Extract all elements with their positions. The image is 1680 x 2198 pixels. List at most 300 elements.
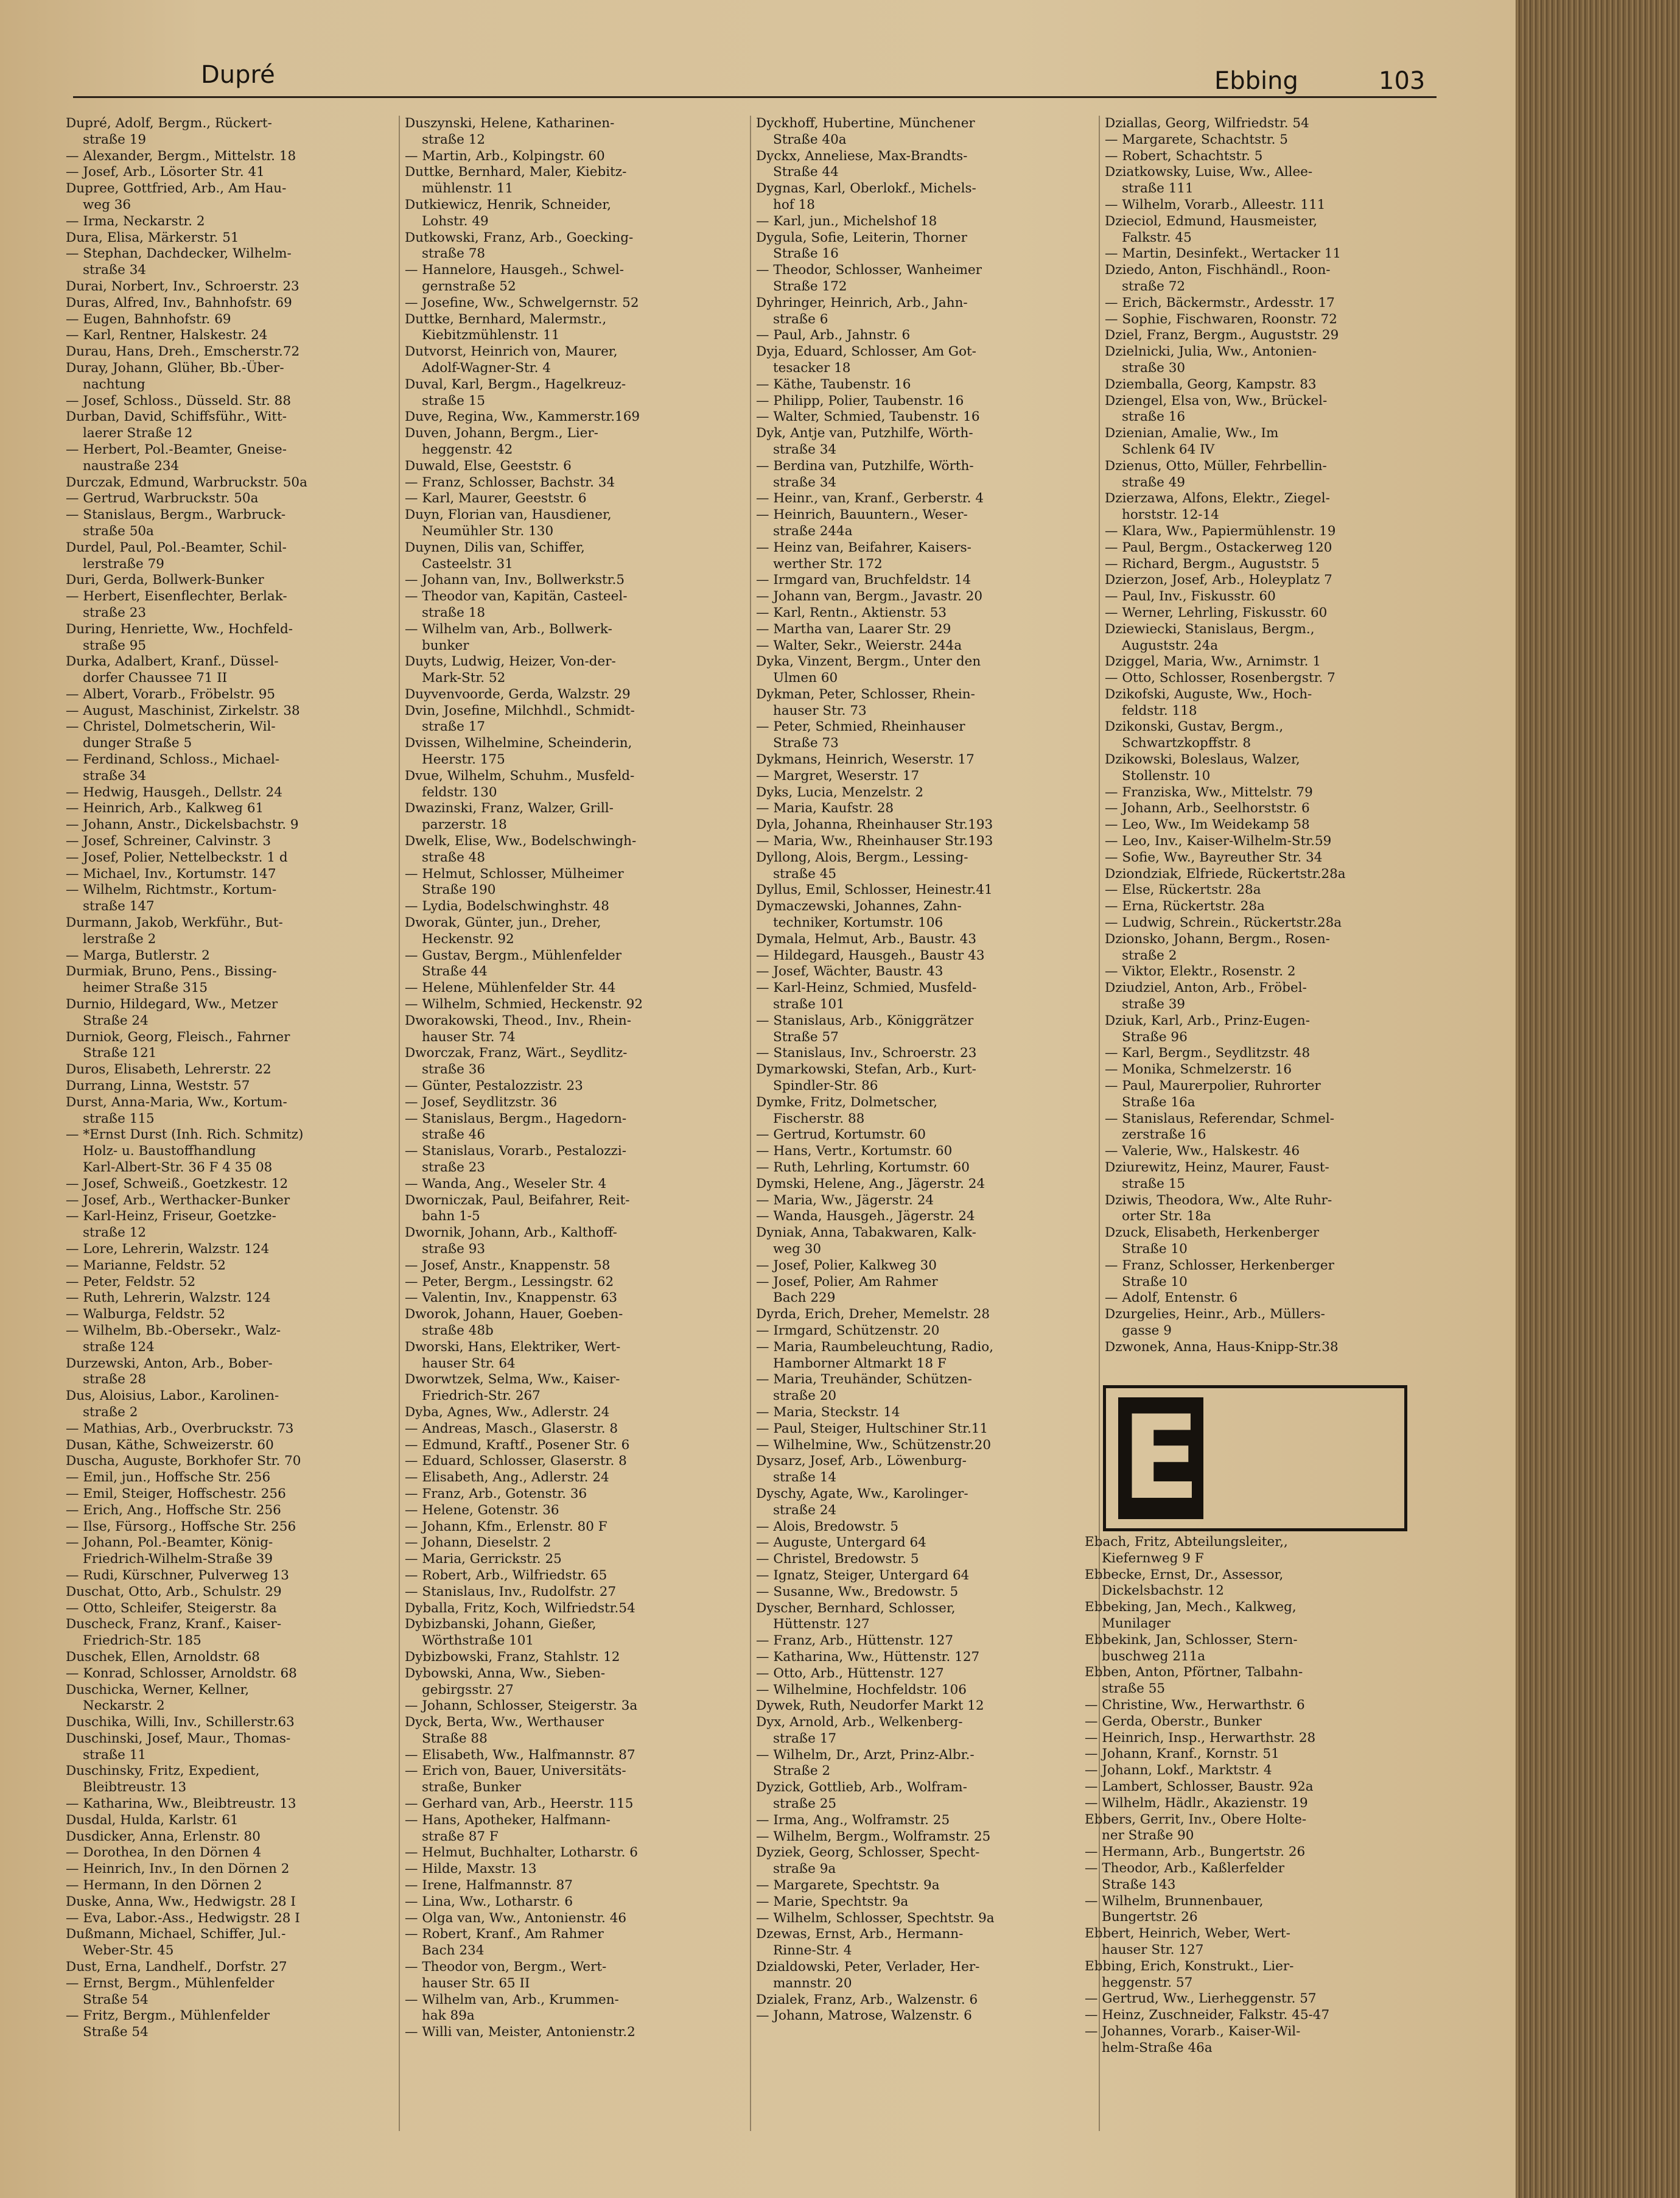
directory-entry-line: — Heinrich, Inv., In den Dörnen 2 [66,1861,290,1877]
entry-continuation-line: hauser Str. 74 [422,1029,516,1045]
directory-entry-line: — Klara, Ww., Papiermühlenstr. 19 [1105,523,1336,539]
directory-entry-line: — Fritz, Bergm., Mühlenfelder [66,2008,270,2024]
entry-continuation-line: orter Str. 18a [1122,1209,1211,1224]
directory-entry-line: — Stanislaus, Bergm., Hagedorn- [405,1111,627,1126]
directory-entry-line: — Johann, Pol.-Beamter, König- [66,1535,273,1551]
directory-entry-line: — Rudi, Kürschner, Pulverweg 13 [66,1567,289,1583]
directory-entry-line: — Franziska, Ww., Mittelstr. 79 [1105,784,1313,800]
directory-entry-line: — Gustav, Bergm., Mühlenfelder [405,947,622,963]
book-page-edges [1516,0,1680,2198]
directory-entry-line: Dzikowski, Boleslaus, Walzer, [1105,752,1300,768]
directory-entry-line: Durczak, Edmund, Warbruckstr. 50a [66,474,307,490]
entry-continuation-line: straße 36 [422,1062,486,1078]
directory-entry-line: — Karl, Bergm., Seydlitzstr. 48 [1105,1045,1311,1061]
entry-continuation-line: Dickelsbachstr. 12 [1102,1583,1224,1599]
directory-entry-line: Durmann, Jakob, Werkführ., But- [66,915,283,931]
entry-continuation-line: straße 46 [422,1127,486,1143]
directory-entry-line: — Josef, Polier, Kalkweg 30 [756,1257,937,1273]
directory-entry-line: — Katharina, Ww., Bleibtreustr. 13 [66,1796,296,1812]
directory-entry-line: Dybowski, Anna, Ww., Sieben- [405,1665,606,1681]
entry-continuation-line: tesacker 18 [773,360,851,376]
directory-entry-line: — Hans, Vertr., Kortumstr. 60 [756,1143,953,1159]
directory-entry-line: Dykmans, Heinrich, Weserstr. 17 [756,752,975,768]
entry-continuation-line: Bach 229 [773,1290,836,1306]
directory-entry-line: Duynen, Dilis van, Schiffer, [405,539,585,555]
directory-entry-line: Dyk, Antje van, Putzhilfe, Wörth- [756,426,973,441]
directory-entry-line: — Emil, jun., Hoffsche Str. 256 [66,1470,271,1486]
directory-entry-line: — Berdina van, Putzhilfe, Wörth- [756,458,974,474]
entry-continuation-line: ner Straße 90 [1102,1828,1194,1844]
directory-column-3 [756,116,1094,2024]
directory-entry-line: Dykman, Peter, Schlosser, Rhein- [756,686,975,702]
entry-continuation-line: techniker, Kortumstr. 106 [773,915,943,931]
entry-continuation-line: straße 28 [83,1372,147,1388]
directory-entry-line: — Gerda, Oberstr., Bunker [1085,1713,1262,1729]
directory-entry-line: — Irma, Ang., Wolframstr. 25 [756,1812,950,1828]
directory-entry-line: — Stephan, Dachdecker, Wilhelm- [66,246,292,262]
directory-entry-line: — Hilde, Maxstr. 13 [405,1861,537,1877]
directory-entry-line: Dzikofski, Auguste, Ww., Hoch- [1105,686,1312,702]
entry-continuation-line: straße 101 [773,997,845,1013]
entry-continuation-line: straße 12 [422,132,486,147]
directory-entry-line: — Johann, Schlosser, Steigerstr. 3a [405,1698,638,1714]
entry-continuation-line: heggenstr. 42 [422,441,513,457]
directory-entry-line: Dzwonek, Anna, Haus-Knipp-Str.38 [1105,1339,1339,1355]
entry-continuation-line: Straße 73 [773,736,839,751]
directory-entry-line: — Christel, Bredowstr. 5 [756,1551,919,1567]
entry-continuation-line: Straße 88 [422,1730,488,1746]
entry-continuation-line: straße 95 [83,637,147,653]
entry-continuation-line: feldstr. 118 [1122,703,1197,718]
directory-entry-line: — Auguste, Untergard 64 [756,1535,926,1551]
entry-continuation-line: bahn 1-5 [422,1209,480,1224]
entry-continuation-line: straße 93 [422,1241,486,1257]
directory-entry-line: — Ruth, Lehrerin, Walzstr. 124 [66,1290,271,1306]
directory-entry-line: Durst, Anna-Maria, Ww., Kortum- [66,1094,287,1110]
entry-continuation-line: heggenstr. 57 [1102,1975,1193,1990]
directory-entry-line: — Heinrich, Bauuntern., Weser- [756,507,968,523]
directory-entry-line: Dziondziak, Elfriede, Rückertstr.28a [1105,866,1346,882]
entry-continuation-line: Bungertstr. 26 [1102,1909,1198,1925]
entry-continuation-line: Neumühler Str. 130 [422,523,554,539]
directory-entry-line: Dvin, Josefine, Milchhdl., Schmidt- [405,703,635,718]
directory-entry-line: Duven, Johann, Bergm., Lier- [405,426,598,441]
directory-entry-line: — Otto, Schleifer, Steigerstr. 8a [66,1600,277,1616]
directory-entry-line: — Josef, Polier, Nettelbeckstr. 1 d [66,849,288,865]
directory-entry-line: Duschek, Ellen, Arnoldstr. 68 [66,1649,260,1665]
directory-entry-line: Dußmann, Michael, Schiffer, Jul.- [66,1926,286,1942]
directory-entry-line: — Willi van, Meister, Antonienstr.2 [405,2024,635,2040]
directory-entry-line: — Ilse, Fürsorg., Hoffsche Str. 256 [66,1519,296,1534]
directory-entry-line: Ebach, Fritz, Abteilungsleiter,, [1085,1534,1288,1550]
directory-entry-line: — Paul, Inv., Fiskusstr. 60 [1105,589,1276,605]
directory-entry-line: — Eva, Labor.-Ass., Hedwigstr. 28 I [66,1910,300,1926]
directory-entry-line: — Emil, Steiger, Hoffschestr. 256 [66,1486,286,1501]
entry-continuation-line: Weber-Str. 45 [83,1943,174,1959]
directory-entry-line: — Johann, Matrose, Walzenstr. 6 [756,2008,972,2024]
entry-continuation-line: straße 2 [83,1404,138,1420]
directory-entry-line: — Wilhelm, Vorarb., Alleestr. 111 [1105,197,1326,212]
entry-continuation-line: straße 14 [773,1470,837,1486]
directory-entry-line: — Stanislaus, Bergm., Warbruck- [66,507,286,523]
entry-continuation-line: straße 34 [83,262,147,278]
section-letter-box [1103,1385,1407,1531]
directory-entry-line: Dziewiecki, Stanislaus, Bergm., [1105,621,1315,637]
directory-entry-line: — Theodor von, Bergm., Wert- [405,1959,607,1975]
directory-entry-line: — Karl-Heinz, Schmied, Musfeld- [756,980,977,996]
entry-continuation-line: Kiefernweg 9 F [1102,1550,1204,1566]
directory-entry-line: — Paul, Steiger, Hultschiner Str.11 [756,1420,989,1436]
directory-entry-line: — Wilhelm, Hädlr., Akazienstr. 19 [1085,1795,1308,1811]
directory-entry-line: Dzienus, Otto, Müller, Fehrbellin- [1105,458,1327,474]
directory-entry-line: Duve, Regina, Ww., Kammerstr.169 [405,409,640,425]
entry-continuation-line: Friedrich-Wilhelm-Straße 39 [83,1551,273,1567]
entry-continuation-line: Hüttenstr. 127 [773,1617,870,1632]
directory-entry-line: Dyja, Eduard, Schlosser, Am Got- [756,344,976,360]
entry-continuation-line: feldstr. 130 [422,784,497,800]
entry-continuation-line: Straße 57 [773,1029,839,1045]
directory-entry-line: Duttke, Bernhard, Maler, Kiebitz- [405,164,627,180]
directory-entry-line: Dus, Aloisius, Labor., Karolinen- [66,1388,279,1404]
directory-entry-line: — Josef, Wächter, Baustr. 43 [756,964,943,980]
entry-continuation-line: straße 48 [422,849,486,865]
directory-entry-line: Dutkowski, Franz, Arb., Goecking- [405,230,634,245]
directory-column-1 [66,116,404,2041]
directory-entry-line: — Margret, Weserstr. 17 [756,768,920,784]
directory-entry-line: — Josef, Schloss., Düsseld. Str. 88 [66,393,292,409]
entry-continuation-line: Mark-Str. 52 [422,670,506,686]
entry-continuation-line: straße 34 [773,474,837,490]
directory-entry-line: — Josef, Schreiner, Calvinstr. 3 [66,834,271,849]
directory-entry-line: — Erna, Rückertstr. 28a [1105,899,1265,915]
entry-continuation-line: straße 45 [773,866,837,882]
entry-continuation-line: Friedrich-Str. 185 [83,1633,201,1649]
directory-entry-line: Dyckx, Anneliese, Max-Brandts- [756,148,968,164]
directory-entry-line: Durau, Hans, Dreh., Emscherstr.72 [66,344,300,360]
entry-continuation-line: hauser Str. 64 [422,1355,516,1371]
directory-entry-line: Dzialek, Franz, Arb., Walzenstr. 6 [756,1992,978,2007]
directory-entry-line: — Wilhelm van, Arb., Krummen- [405,1992,619,2007]
entry-continuation-line: horststr. 12-14 [1122,507,1219,523]
directory-entry-line: Durrang, Linna, Weststr. 57 [66,1078,250,1094]
directory-entry-line: Dvissen, Wilhelmine, Scheinderin, [405,736,632,751]
entry-continuation-line: Ulmen 60 [773,670,838,686]
directory-entry-line: Ebben, Anton, Pförtner, Talbahn- [1085,1665,1303,1680]
entry-continuation-line: straße 17 [422,719,486,735]
directory-entry-line: Dziwis, Theodora, Ww., Alte Ruhr- [1105,1192,1332,1208]
directory-entry-line: Durmiak, Bruno, Pens., Bissing- [66,964,277,980]
directory-entry-line: Dwelk, Elise, Ww., Bodelschwingh- [405,834,637,849]
entry-continuation-line: zerstraße 16 [1122,1127,1206,1143]
entry-continuation-line: straße 244a [773,523,853,539]
directory-entry-line: — Stanislaus, Referendar, Schmel- [1105,1111,1334,1126]
entry-continuation-line: Casteelstr. 31 [422,556,513,572]
directory-entry-line: Dworski, Hans, Elektriker, Wert- [405,1339,621,1355]
directory-entry-line: — Wilhelmine, Ww., Schützenstr.20 [756,1437,991,1453]
entry-continuation-line: Schlenk 64 IV [1122,441,1215,457]
directory-entry-line: — Irene, Halfmannstr. 87 [405,1878,573,1894]
entry-continuation-line: werther Str. 172 [773,556,883,572]
directory-entry-line: During, Henriette, Ww., Hochfeld- [66,621,293,637]
entry-continuation-line: lerstraße 79 [83,556,164,572]
directory-entry-line: Dwornik, Johann, Arb., Kalthoff- [405,1225,617,1241]
directory-entry-line: Dwazinski, Franz, Walzer, Grill- [405,801,614,816]
directory-entry-line: — Stanislaus, Arb., Königgrätzer [756,1013,974,1028]
directory-entry-line: — Dorothea, In den Dörnen 4 [66,1845,262,1861]
directory-entry-line: — Stanislaus, Vorarb., Pestalozzi- [405,1143,626,1159]
directory-entry-line: Duyn, Florian van, Hausdiener, [405,507,612,523]
entry-continuation-line: Straße 24 [83,1013,149,1028]
entry-continuation-line: straße, Bunker [422,1780,522,1796]
directory-entry-line: — Josef, Seydlitzstr. 36 [405,1094,558,1110]
entry-continuation-line: Rinne-Str. 4 [773,1943,852,1959]
directory-entry-line: — Richard, Bergm., Auguststr. 5 [1105,556,1320,572]
directory-entry-line: — Ludwig, Schrein., Rückertstr.28a [1105,915,1342,931]
directory-entry-line: — Eduard, Schlosser, Glaserstr. 8 [405,1453,627,1469]
entry-continuation-line: Straße 172 [773,278,847,294]
directory-entry-line: Dyba, Agnes, Ww., Adlerstr. 24 [405,1404,610,1420]
directory-entry-line: — Werner, Lehrling, Fiskusstr. 60 [1105,605,1328,620]
directory-entry-line: — Konrad, Schlosser, Arnoldstr. 68 [66,1665,297,1681]
directory-entry-line: — Alexander, Bergm., Mittelstr. 18 [66,148,296,164]
directory-entry-line: — Elisabeth, Ang., Adlerstr. 24 [405,1470,609,1486]
directory-entry-line: — Ernst, Bergm., Mühlenfelder [66,1975,275,1991]
entry-continuation-line: straße 23 [422,1160,486,1175]
entry-continuation-line: Straße 54 [83,2024,149,2040]
directory-entry-line: — Hildegard, Hausgeh., Baustr 43 [756,947,985,963]
entry-continuation-line: mannstr. 20 [773,1975,852,1991]
directory-column-4-continued [1085,1534,1441,2057]
directory-entry-line: Dziemballa, Georg, Kampstr. 83 [1105,376,1317,392]
directory-entry-line: Dutvorst, Heinrich von, Maurer, [405,344,618,360]
directory-entry-line: — Franz, Schlosser, Bachstr. 34 [405,474,615,490]
directory-column-2 [405,116,743,2041]
directory-entry-line: — Monika, Schmelzerstr. 16 [1105,1062,1292,1078]
entry-continuation-line: straße 34 [773,441,837,457]
directory-entry-line: Dymke, Fritz, Dolmetscher, [756,1094,938,1110]
directory-entry-line: — Christel, Dolmetscherin, Wil- [66,719,276,735]
directory-entry-line: Duray, Johann, Glüher, Bb.-Über- [66,360,284,376]
entry-continuation-line: Bach 234 [422,1943,485,1959]
entry-continuation-line: straße 6 [773,311,828,327]
column-divider [750,116,751,2131]
directory-entry-line: Dzionsko, Johann, Bergm., Rosen- [1105,931,1330,947]
directory-entry-line: — Johann, Anstr., Dickelsbachstr. 9 [66,817,299,833]
entry-continuation-line: straße 39 [1122,997,1186,1013]
directory-entry-line: — Maria, Raumbeleuchtung, Radio, [756,1339,994,1355]
directory-entry-line: Dzierzawa, Alfons, Elektr., Ziegel- [1105,491,1330,507]
directory-entry-line: — Ignatz, Steiger, Untergard 64 [756,1567,970,1583]
directory-entry-line: — Valentin, Inv., Knappenstr. 63 [405,1290,618,1306]
directory-entry-line: — Käthe, Taubenstr. 16 [756,376,911,392]
directory-entry-line: — Peter, Schmied, Rheinhauser [756,719,965,735]
directory-entry-line: — Helmut, Schlosser, Mülheimer [405,866,624,882]
directory-entry-line: — Gertrud, Kortumstr. 60 [756,1127,926,1143]
directory-entry-line: — Adolf, Entenstr. 6 [1105,1290,1237,1306]
directory-entry-line: Duschika, Willi, Inv., Schillerstr.63 [66,1715,295,1730]
directory-entry-line: — Herbert, Pol.-Beamter, Gneise- [66,441,287,457]
directory-entry-line: Dyckhoff, Hubertine, Münchener [756,116,975,131]
directory-entry-line: — Maria, Kaufstr. 28 [756,801,894,816]
directory-entry-line: Dzielnicki, Julia, Ww., Antonien- [1105,344,1317,360]
directory-entry-line: Dyllong, Alois, Bergm., Lessing- [756,849,968,865]
entry-continuation-line: naustraße 234 [83,458,180,474]
entry-continuation-line: Holz- u. Baustoffhandlung [83,1143,256,1159]
directory-entry-line: — Albert, Vorarb., Fröbelstr. 95 [66,686,276,702]
directory-entry-line: — Margarete, Schachtstr. 5 [1105,132,1288,147]
directory-entry-line: Dywek, Ruth, Neudorfer Markt 12 [756,1698,984,1714]
directory-entry-line: Duscheck, Franz, Kranf., Kaiser- [66,1617,282,1632]
directory-entry-line: Durban, David, Schiffsführ., Witt- [66,409,287,425]
directory-entry-line: Dyck, Berta, Ww., Werthauser [405,1715,604,1730]
directory-entry-line: — Marie, Spechtstr. 9a [756,1894,909,1909]
entry-continuation-line: Heerstr. 175 [422,752,505,768]
directory-entry-line: Duyts, Ludwig, Heizer, Von-der- [405,654,616,670]
entry-continuation-line: Neckarstr. 2 [83,1698,165,1714]
directory-entry-line: — Michael, Inv., Kortumstr. 147 [66,866,276,882]
entry-continuation-line: dorfer Chaussee 71 II [83,670,228,686]
directory-entry-line: Dziggel, Maria, Ww., Arnimstr. 1 [1105,654,1321,670]
directory-entry-line: — Josef, Polier, Am Rahmer [756,1274,938,1290]
directory-entry-line: — Josef, Schweiß., Goetzkestr. 12 [66,1176,289,1192]
entry-continuation-line: straße 147 [83,899,155,915]
directory-entry-line: Dworok, Johann, Hauer, Goeben- [405,1307,623,1322]
entry-continuation-line: Straße 143 [1102,1877,1176,1892]
entry-continuation-line: Adolf-Wagner-Str. 4 [422,360,551,376]
directory-entry-line: Ebbing, Erich, Konstrukt., Lier- [1085,1958,1294,1974]
entry-continuation-line: lerstraße 2 [83,931,156,947]
directory-entry-line: — Wanda, Hausgeh., Jägerstr. 24 [756,1209,975,1224]
directory-entry-line: — Wilhelm, Brunnenbauer, [1085,1893,1264,1909]
directory-entry-line: — Hedwig, Hausgeh., Dellstr. 24 [66,784,282,800]
directory-entry-line: Dzieciol, Edmund, Hausmeister, [1105,213,1318,229]
directory-entry-line: — Maria, Gerrickstr. 25 [405,1551,562,1567]
directory-entry-line: — Martin, Arb., Kolpingstr. 60 [405,148,605,164]
directory-entry-line: Dygnas, Karl, Oberlokf., Michels- [756,181,976,197]
directory-entry-line: Dyballa, Fritz, Koch, Wilfriedstr.54 [405,1600,635,1616]
directory-entry-line: Duszynski, Helene, Katharinen- [405,116,615,131]
directory-entry-line: — Johann, Dieselstr. 2 [405,1535,551,1551]
directory-entry-line: — Irmgard van, Bruchfeldstr. 14 [756,572,971,588]
entry-continuation-line: straße 25 [773,1796,837,1812]
directory-entry-line: Dworwtzek, Selma, Ww., Kaiser- [405,1372,620,1388]
directory-entry-line: — Maria, Treuhänder, Schützen- [756,1372,972,1388]
directory-entry-line: — Wilhelmine, Hochfeldstr. 106 [756,1682,967,1698]
directory-entry-line: Dyka, Vinzent, Bergm., Unter den [756,654,981,670]
directory-entry-line: — Karl, Rentner, Halskestr. 24 [66,328,268,343]
directory-entry-line: Dziallas, Georg, Wilfriedstr. 54 [1105,116,1309,131]
entry-continuation-line: Straße 40a [773,132,847,147]
entry-continuation-line: Lohstr. 49 [422,213,489,229]
directory-entry-line: — Martin, Desinfekt., Wertacker 11 [1105,246,1342,262]
directory-entry-line: Ebbecke, Ernst, Dr., Assessor, [1085,1567,1284,1582]
directory-entry-line: — Karl, Maurer, Geeststr. 6 [405,491,587,507]
directory-entry-line: — Marianne, Feldstr. 52 [66,1257,226,1273]
directory-entry-line: — Robert, Kranf., Am Rahmer [405,1926,604,1942]
entry-continuation-line: Stollenstr. 10 [1122,768,1211,784]
entry-continuation-line: helm-Straße 46a [1102,2040,1213,2056]
directory-entry-line: — Heinr., van, Kranf., Gerberstr. 4 [756,491,984,507]
directory-entry-line: — Paul, Arb., Jahnstr. 6 [756,328,911,343]
entry-continuation-line: Wörthstraße 101 [422,1633,534,1649]
directory-entry-line: — Karl, Rentn., Aktienstr. 53 [756,605,947,620]
directory-entry-line: Dybizbowski, Franz, Stahlstr. 12 [405,1649,620,1665]
directory-entry-line: — Margarete, Spechtstr. 9a [756,1878,940,1894]
directory-entry-line: — Herbert, Eisenflechter, Berlak- [66,589,287,605]
directory-entry-line: Dyziek, Georg, Schlosser, Specht- [756,1845,980,1861]
directory-entry-line: — Walter, Schmied, Taubenstr. 16 [756,409,980,425]
directory-entry-line: Durzewski, Anton, Arb., Bober- [66,1355,273,1371]
directory-entry-line: Durnio, Hildegard, Ww., Metzer [66,997,278,1013]
directory-entry-line: Dzewas, Ernst, Arb., Hermann- [756,1926,964,1942]
entry-continuation-line: straße 20 [773,1388,837,1404]
directory-entry-line: Dyhringer, Heinrich, Arb., Jahn- [756,295,968,311]
directory-entry-line: — Marga, Butlerstr. 2 [66,947,210,963]
entry-continuation-line: Straße 121 [83,1045,157,1061]
entry-continuation-line: gernstraße 52 [422,278,516,294]
entry-continuation-line: straße 115 [83,1111,155,1126]
directory-entry-line: Dusdicker, Anna, Erlenstr. 80 [66,1828,261,1844]
directory-entry-line: — Johann van, Bergm., Javastr. 20 [756,589,983,605]
directory-entry-line: — Wilhelm, Bergm., Wolframstr. 25 [756,1828,991,1844]
directory-entry-line: — Josef, Anstr., Knappenstr. 58 [405,1257,611,1273]
directory-entry-line: Dziengel, Elsa von, Ww., Brückel- [1105,393,1328,409]
directory-entry-line: Dyllus, Emil, Schlosser, Heinestr.41 [756,882,993,898]
directory-entry-line: — Paul, Maurerpolier, Ruhrorter [1105,1078,1321,1094]
directory-entry-line: Dymaczewski, Johannes, Zahn- [756,899,962,915]
directory-entry-line: Dyx, Arnold, Arb., Welkenberg- [756,1715,963,1730]
entry-continuation-line: straße 23 [83,605,147,620]
entry-continuation-line: gasse 9 [1122,1322,1172,1338]
entry-continuation-line: Straße 10 [1122,1241,1188,1257]
directory-entry-line: Dzienian, Amalie, Ww., Im [1105,426,1279,441]
directory-entry-line: — August, Maschinist, Zirkelstr. 38 [66,703,300,718]
directory-entry-line: Dusan, Käthe, Schweizerstr. 60 [66,1437,274,1453]
directory-entry-line: — Josef, Arb., Werthacker-Bunker [66,1192,290,1208]
directory-entry-line: — Robert, Schachtstr. 5 [1105,148,1263,164]
directory-entry-line: Dupree, Gottfried, Arb., Am Hau- [66,181,287,197]
directory-entry-line: Dusdal, Hulda, Karlstr. 61 [66,1812,239,1828]
entry-continuation-line: straße 72 [1122,278,1186,294]
entry-continuation-line: buschweg 211a [1102,1648,1206,1664]
entry-continuation-line: Straße 2 [773,1763,831,1779]
directory-entry-line: — Christine, Ww., Herwarthstr. 6 [1085,1697,1305,1713]
directory-entry-line: Dyks, Lucia, Menzelstr. 2 [756,784,924,800]
entry-continuation-line: straße 11 [83,1747,147,1763]
entry-continuation-line: hak 89a [422,2008,475,2024]
directory-entry-line: Durai, Norbert, Inv., Schroerstr. 23 [66,278,299,294]
directory-entry-line: Duscha, Auguste, Borkhofer Str. 70 [66,1453,301,1469]
directory-entry-line: — Otto, Arb., Hüttenstr. 127 [756,1665,944,1681]
directory-entry-line: — Wilhelm, Schmied, Heckenstr. 92 [405,997,643,1013]
entry-continuation-line: Heckenstr. 92 [422,931,514,947]
directory-entry-line: — Johann, Arb., Seelhorststr. 6 [1105,801,1310,816]
directory-entry-line: Dziedo, Anton, Fischhändl., Roon- [1105,262,1331,278]
directory-entry-line: Dworak, Günter, jun., Dreher, [405,915,601,931]
directory-entry-line: Dyschy, Agate, Ww., Karolinger- [756,1486,968,1501]
entry-continuation-line: straße 24 [773,1502,837,1518]
directory-entry-line: — Wilhelm, Dr., Arzt, Prinz-Albr.- [756,1747,975,1763]
entry-continuation-line: Karl-Albert-Str. 36 F 4 35 08 [83,1160,273,1175]
entry-continuation-line: straße 49 [1122,474,1186,490]
directory-entry-line: — Walter, Sekr., Weierstr. 244a [756,637,962,653]
directory-entry-line: — Leo, Ww., Im Weidekamp 58 [1105,817,1310,833]
entry-continuation-line: straße 15 [1122,1176,1186,1192]
entry-continuation-line: straße 124 [83,1339,155,1355]
header-rule [73,96,1437,98]
directory-entry-line: Dupré, Adolf, Bergm., Rückert- [66,116,272,131]
directory-entry-line: — Ferdinand, Schloss., Michael- [66,752,280,768]
